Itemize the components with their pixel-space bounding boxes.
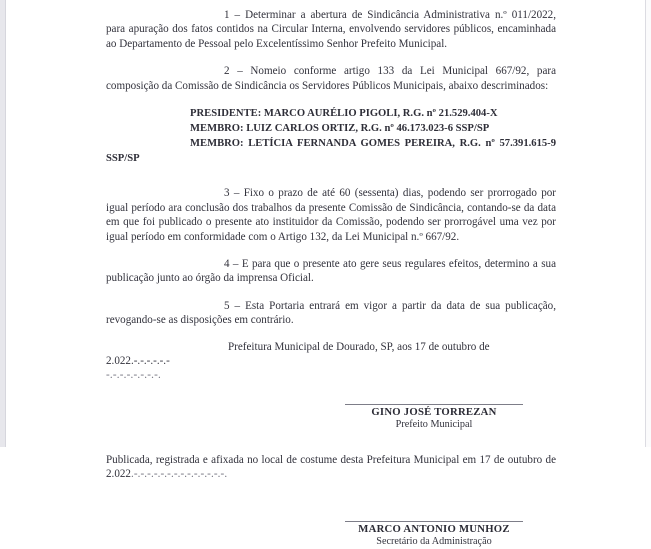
publication-year-line <box>106 467 556 481</box>
article-1-paragraph <box>106 8 556 51</box>
article-2-lead: 2 – Nomeio conforme artigo 133 da Lei Municipal 667/92, para composição <box>106 65 556 92</box>
signature-name-secretario: MARCO ANTONIO MUNHOZ <box>358 522 510 535</box>
article-4-body: publicação junto ao órgão da imprensa Oficial. <box>106 272 314 285</box>
signature-spacer-1b <box>106 396 556 404</box>
signature-name-prefeito: GINO JOSÉ TORREZAN <box>371 405 497 418</box>
publication-paragraph: Publicada, registrada e afixada no local de costume desta Prefeitura Municipal em 17 de outubro de <box>106 453 556 466</box>
article-2-paragraph <box>106 64 556 93</box>
article-4-lead: 4 – E para que o presente ato gere seus regulares efeitos, determino a sua <box>224 257 556 270</box>
article-5-lead: 5 – Esta Portaria entrará em vigor a partir da data de sua publicação, <box>224 299 556 312</box>
signature-rule-secretario <box>345 521 523 522</box>
article-1-lead: 1 – Determinar a abertura de Sindicância Administrativa n.º 011/2022, para <box>106 9 556 36</box>
signature-rule-prefeito <box>345 404 523 405</box>
page-left-edge-rule <box>5 0 6 447</box>
article-5-paragraph <box>106 299 556 328</box>
article-3-lead: 3 – Fixo o prazo de até 60 (sessenta) dias, podendo ser prorrogado por igual <box>106 187 556 214</box>
article-3-body: período ara conclusão dos trabalhos da presente Comissão de Sindicância, contando-se da data em que foi publicado o presente ato instituidor da Comissão, podendo ser prorrogável uma vez por igual período em conformidade com o Artigo 132, da Lei Municipal n.º 667/92. <box>106 201 556 243</box>
signature-block-prefeito <box>106 404 556 432</box>
page-right-margin <box>646 0 651 447</box>
signature-spacer-1 <box>106 383 556 396</box>
signature-spacer-2c <box>106 508 556 521</box>
signature-inner-secretario <box>345 521 523 549</box>
dateline-paragraph <box>106 340 556 369</box>
publication-year: 2.022 <box>106 468 131 481</box>
top-spacer <box>106 0 556 8</box>
article-3-paragraph <box>106 186 556 244</box>
commission-member-2-issuer: SSP/SP <box>106 153 140 165</box>
article-4-paragraph <box>106 257 556 286</box>
document-text-column <box>106 0 557 547</box>
commission-member-1-line: MEMBRO: LUIZ CARLOS ORTIZ, R.G. nº 46.173.023-6 SSP/SP <box>190 123 490 135</box>
commission-president-line: PRESIDENTE: MARCO AURÉLIO PIGOLI, R.G. nº 21.529.404-X <box>190 108 498 120</box>
article-2-body: da Comissão de Sindicância os Servidores Públicos Municipais, abaixo descriminados: <box>161 79 549 92</box>
commission-members-block <box>106 106 556 166</box>
publication-spacer-b <box>106 445 556 453</box>
publication-spacer <box>106 432 556 445</box>
article-5-body: revogando-se as disposições em contrário. <box>106 314 294 327</box>
members-spacer <box>106 178 556 186</box>
signature-inner-prefeito <box>345 404 523 432</box>
signature-role-secretario: Secretário da Administração <box>376 535 492 547</box>
publication-dots: .-.-.-.-.-.-.-.-.-.-.-.-.-.-. <box>130 468 228 481</box>
commission-member-2-line: MEMBRO: LETÍCIA FERNANDA GOMES PEREIRA, R.G. nº 57.391.615-9 <box>190 138 556 150</box>
dateline-text: Prefeitura Municipal de Dourado, SP, aos 17 de outubro de 2.022. <box>106 340 490 368</box>
signature-role-prefeito: Prefeito Municipal <box>395 419 473 431</box>
dateline-dots-continuation: -.-.-.-.-.-.-.-. <box>106 369 161 382</box>
dateline-dots: -.-.-.-.-.- <box>133 355 170 368</box>
signature-spacer-2 <box>106 482 556 495</box>
signature-block-secretario <box>106 521 556 549</box>
article-1-body: apuração dos fatos contidos na Circular Interna, envolvendo servidores públicos, encaminhada ao Departamento de Pessoal pelo Excelentíssimo Senhor Prefeito Municipal. <box>106 23 557 50</box>
signature-spacer-2b <box>106 495 556 508</box>
